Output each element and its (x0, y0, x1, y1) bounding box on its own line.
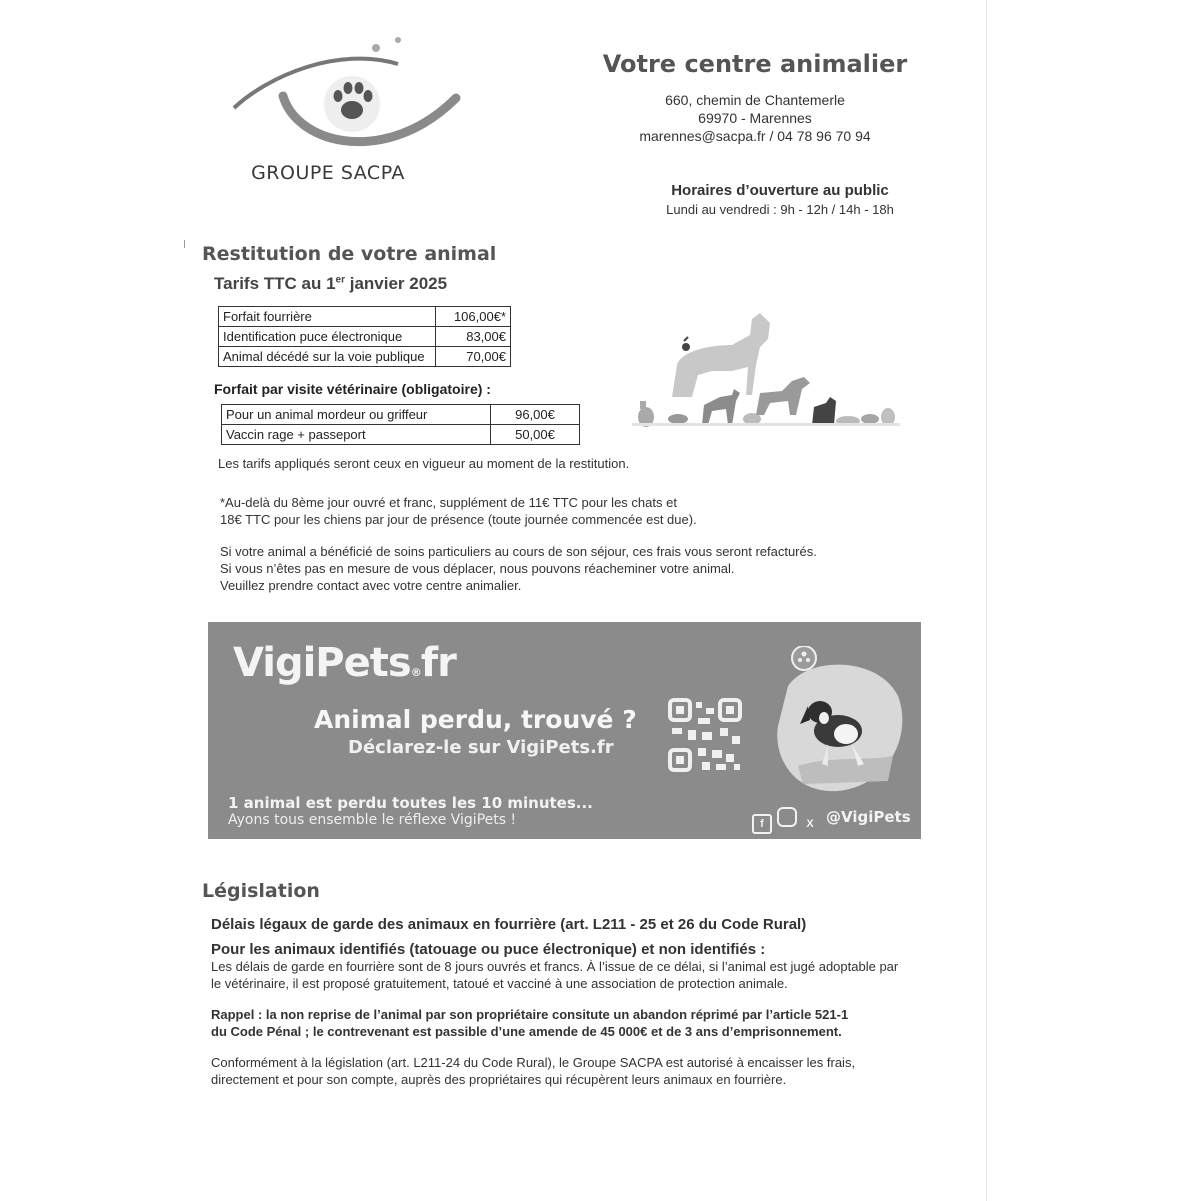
rappel-line-2: du Code Pénal ; le contrevenant est passible d’une amende de 45 000€ et de 3 ans d’emprisonnement. (211, 1024, 842, 1039)
banner-headline: Animal perdu, trouvé ? (314, 705, 637, 734)
identified-title: Pour les animaux identifiés (tatouage ou puce électronique) et non identifiés : (211, 941, 766, 958)
facebook-icon[interactable]: f (752, 814, 772, 834)
address-line-1: 660, chemin de Chantemerle (665, 92, 845, 108)
social-icons (752, 807, 823, 834)
address-line-2: 69970 - Marennes (698, 110, 812, 126)
vigipets-logo: VigiPets®fr (233, 640, 456, 686)
note-soins-1: Si votre animal a bénéficié de soins particuliers au cours de son séjour, ces frais vous seront refacturés. (220, 544, 817, 559)
x-icon[interactable]: X (806, 818, 814, 830)
table-row (219, 307, 511, 327)
logo-text: GROUPE SACPA (251, 162, 405, 184)
legislation-title: Législation (202, 880, 320, 902)
vet-table (221, 404, 580, 445)
vigipets-banner (208, 622, 921, 839)
identified-line-1: Les délais de garde en fourrière sont de 8 jours ouvrés et francs. À l’issue de ce délai, si l’animal est jugé adoptable par (211, 959, 899, 974)
note-supplement-2: 18€ TTC pour les chiens par jour de présence (toute journée commencée est due). (220, 512, 697, 527)
qr-code-icon (668, 698, 742, 772)
table-row (219, 327, 511, 347)
margin-tick (184, 240, 185, 248)
center-title: Votre centre animalier (602, 50, 908, 78)
note-soins-3: Veuillez prendre contact avec votre centre animalier. (220, 578, 522, 593)
conform-line-2: directement et pour son compte, auprès des propriétaires qui récupèrent leurs animaux en fourrière. (211, 1072, 787, 1087)
tarif-value: 70,00€ (436, 347, 511, 367)
hours-text: Lundi au vendredi : 9h - 12h / 14h - 18h (666, 202, 894, 217)
tarif-value: 106,00€* (436, 307, 511, 327)
running-dog-photo (768, 646, 908, 796)
vet-label: Pour un animal mordeur ou griffeur (222, 405, 491, 425)
animals-illustration (632, 305, 900, 435)
tarifs-title: Tarifs TTC au 1er janvier 2025 (214, 274, 448, 293)
note-supplement-1: *Au-delà du 8ème jour ouvré et franc, supplément de 11€ TTC pour les chats et (220, 495, 677, 510)
table-row (222, 425, 580, 445)
tarif-value: 83,00€ (436, 327, 511, 347)
social-handle: @VigiPets (826, 808, 911, 826)
vet-value: 96,00€ (491, 405, 580, 425)
conform-line-1: Conformément à la législation (art. L211-24 du Code Rural), le Groupe SACPA est autorisé à encaisser les frais, (211, 1055, 856, 1070)
instagram-icon[interactable] (777, 807, 797, 827)
vet-value: 50,00€ (491, 425, 580, 445)
banner-stat: 1 animal est perdu toutes les 10 minutes... (228, 794, 593, 812)
tarif-label: Animal décédé sur la voie publique (219, 347, 436, 367)
table-row (219, 347, 511, 367)
note-tarifs: Les tarifs appliqués seront ceux en vigueur au moment de la restitution. (218, 456, 630, 471)
tarifs-table (218, 306, 511, 367)
banner-stat-2: Ayons tous ensemble le réflexe VigiPets ! (228, 812, 517, 828)
page-edge-line (986, 0, 987, 1201)
table-row (222, 405, 580, 425)
tarif-label: Identification puce électronique (219, 327, 436, 347)
banner-subline: Déclarez-le sur VigiPets.fr (348, 737, 614, 758)
vet-title: Forfait par visite vétérinaire (obligatoire) : (214, 381, 491, 397)
vet-label: Vaccin rage + passeport (222, 425, 491, 445)
tarif-label: Forfait fourrière (219, 307, 436, 327)
note-soins-2: Si vous n’êtes pas en mesure de vous déplacer, nous pouvons réacheminer votre animal. (220, 561, 735, 576)
hours-title: Horaires d’ouverture au public (671, 182, 889, 199)
rappel-line-1: Rappel : la non reprise de l’animal par son propriétaire consitute un abandon réprimé par l’article 521-1 (211, 1007, 849, 1022)
legislation-subtitle: Délais légaux de garde des animaux en fourrière (art. L211 - 25 et 26 du Code Rural) (211, 916, 807, 933)
restitution-title: Restitution de votre animal (202, 243, 497, 265)
contact-line: marennes@sacpa.fr / 04 78 96 70 94 (639, 128, 871, 144)
identified-line-2: le vétérinaire, il est proposé gratuitement, tatoué et vacciné à une association de protection animale. (211, 976, 788, 991)
